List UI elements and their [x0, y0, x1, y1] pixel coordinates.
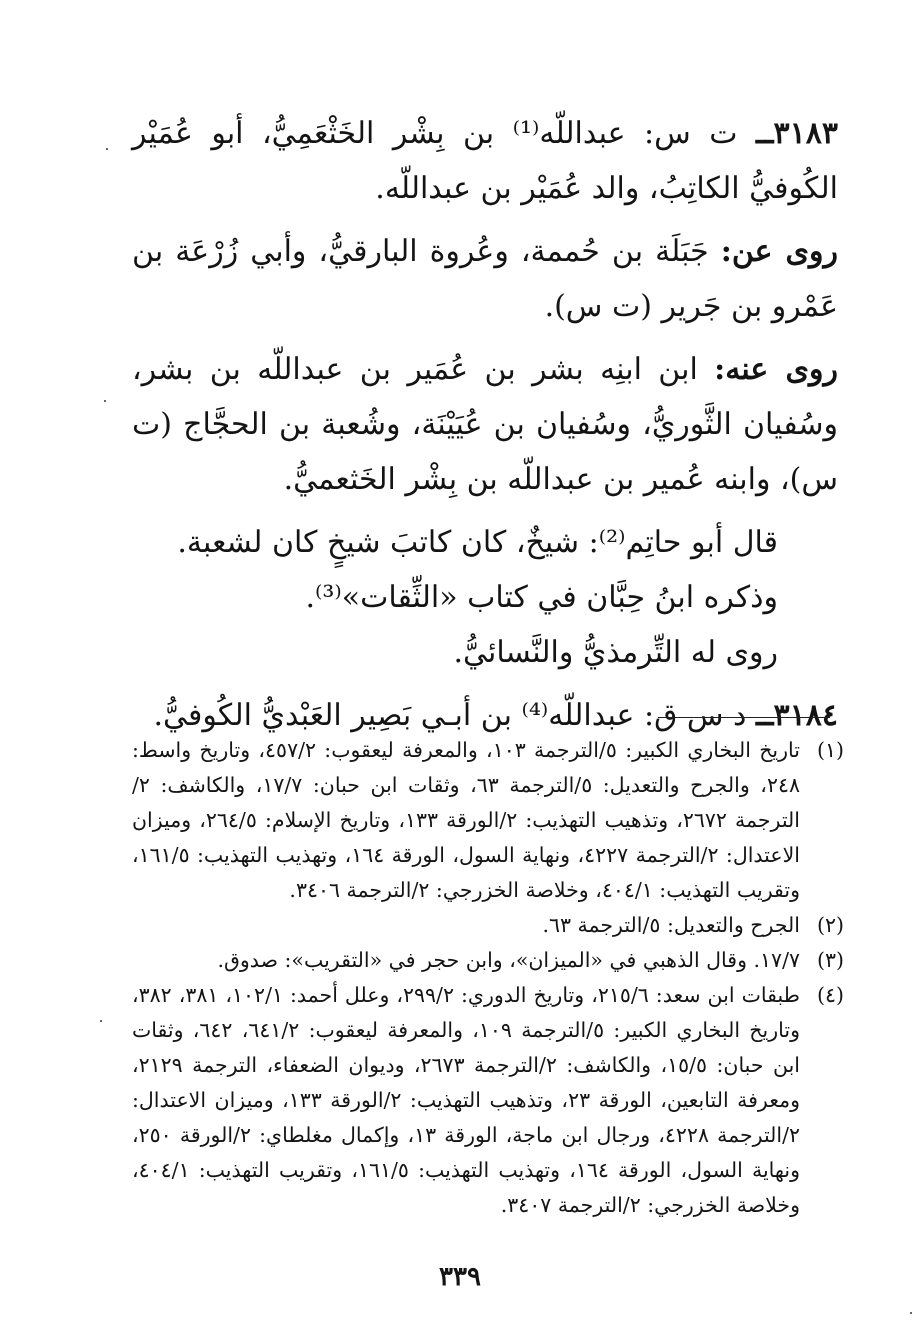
narrated-from-text: جَبَلَة بن حُممة، وعُروة البارقيُّ، وأبي زُرْعَة بن عَمْرو بن جَرير (ت س). [132, 234, 838, 324]
footnote-2 [132, 908, 844, 943]
page-number: ٣٣٩ [439, 1262, 481, 1292]
footnote-text: الجرح والتعديل: ٥/الترجمة ٦٣. [542, 913, 800, 937]
entry-number-3183: ٣١٨٣ــ [755, 116, 838, 151]
footnote-4 [132, 978, 844, 1223]
narrated-by-text: ابن ابنِه بشر بن عُمَير بن عبداللّه بن بشر، وسُفيان الثَّوريُّ، وسُفيان بن عُيَيْنَة، وشُعبة بن الحجَّاج (ت س)، وابنه عُمير بن عبداللّه بن بِشْر الخَثعميُّ. [132, 352, 838, 497]
footnote-separator [658, 717, 830, 718]
entry-heading-3184: د س ق: عبداللّه⁽⁴⁾ بن أبـي بَصِير العَبْديُّ الكُوفيُّ. [153, 698, 747, 733]
entry-heading-3183: ت س: عبداللّه⁽¹⁾ بن بِشْر الخَثْعَمِيُّ، أبو عُمَيْر الكُوفيُّ الكاتِبُ، والد عُمَيْر بن عبداللّه. [132, 116, 838, 206]
abu-hatim-quote: قال أبو حاتِم⁽²⁾: شيخٌ، كان كاتبَ شيخٍ كان لشعبة. [177, 525, 778, 560]
narrated-for-him: روى له التِّرمذيُّ والنَّسائيُّ. [453, 635, 778, 670]
footnote-number: (٤) [816, 983, 844, 1007]
scan-speck [910, 1312, 912, 1314]
ibn-hibban-mention: وذكره ابنُ حِبَّان في كتاب «الثِّقات»⁽³⁾. [305, 580, 778, 615]
scan-speck [100, 1020, 102, 1022]
narrated-by-label: روى عنه: [714, 352, 838, 387]
footnote-text: ١٧/٧. وقال الذهبي في «الميزان»، وابن حجر في «التقريب»: صدوق. [217, 948, 800, 972]
narrated-from-paragraph [132, 224, 838, 334]
entry-number-3184: ٣١٨٤ــ [755, 698, 838, 733]
footnotes [132, 733, 844, 1223]
footnote-number: (٢) [816, 913, 844, 937]
footnote-number: (١) [816, 738, 844, 762]
main-text [132, 106, 838, 751]
footnote-3 [132, 943, 844, 978]
scan-speck [104, 400, 106, 402]
narrated-by-paragraph [132, 342, 838, 507]
footnote-text: طبقات ابن سعد: ٢١٥/٦، وتاريخ الدوري: ٢٩٩/٢، وعلل أحمد: ١٠٢/١، ٣٨١، ٣٨٢، وتاريخ البخاري الكبير: ٥/الترجمة ١٠٩، والمعرفة ليعقوب: ٦٤١/٢، ٦٤٢، وثقات ابن حبان: ١٥/٥، والكاشف: ٢/الترجمة ٢٦٧٣، وديوان الضعفاء، الترجمة ٢١٢٩، ومعرفة التابعين، الورقة ٢٣، وتذهيب التهذيب: ٢/الورقة ١٣٣، وميزان الاعتدال: ٢/الترجمة ٤٢٢٨، ورجال ابن ماجة، الورقة ١٣، وإكمال مغلطاي: ٢/الورقة ٢٥٠، ونهاية السول، الورقة ١٦٤، وتهذيب التهذيب: ١٦١/٥، وتقريب التهذيب: ٤٠٤/١، وخلاصة الخزرجي: ٢/الترجمة ٣٤٠٧. [132, 983, 801, 1217]
entry-3183 [132, 106, 838, 216]
footnote-1 [132, 733, 844, 908]
narrated-from-label: روى عن: [720, 234, 838, 269]
footnote-text: تاريخ البخاري الكبير: ٥/الترجمة ١٠٣، والمعرفة ليعقوب: ٤٥٧/٢، وتاريخ واسط: ٢٤٨، والجرح والتعديل: ٥/الترجمة ٦٣، وثقات ابن حبان: ١٧/٧، والكاشف: ٢/الترجمة ٢٦٧٢، وتذهيب التهذيب: ٢/الورقة ١٣٣، وتاريخ الإسلام: ٢٦٤/٥، وميزان الاعتدال: ٢/الترجمة ٤٢٢٧، ونهاية السول، الورقة ١٦٤، وتهذيب التهذيب: ١٦١/٥، وتقريب التهذيب: ٤٠٤/١، وخلاصة الخزرجي: ٢/الترجمة ٣٤٠٦. [132, 738, 800, 902]
footnote-number: (٣) [816, 948, 844, 972]
scan-speck [106, 148, 108, 150]
